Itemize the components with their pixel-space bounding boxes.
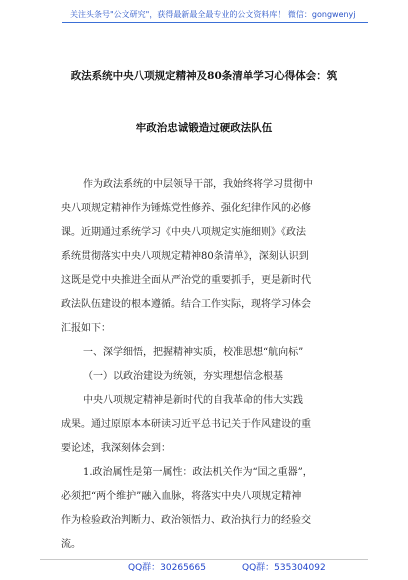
body-line-10: 要论述，我深刻体会到：	[61, 443, 171, 454]
section-heading-1: 一、深学细悟，把握精神实质，校准思想“航向标”	[83, 347, 304, 358]
document-title-line-2: 牢政治忠诚锻造过硬政法队伍	[135, 122, 273, 134]
body-line-12: 作为检验政治判断力、政治领悟力、政治执行力的经验交	[61, 515, 311, 526]
document-title-line-1: 政法系统中央八项规定精神及80条清单学习心得体会：筑	[70, 70, 338, 82]
footer	[0, 562, 408, 576]
body-line-9: 成果。通过原原本本研读习近平总书记关于作风建设的重	[61, 419, 311, 430]
footer-qq-group-1: QQ群：30265665	[128, 563, 206, 573]
subsection-heading-1: （一）以政治建设为统领，夯实理想信念根基	[83, 371, 283, 382]
numbered-point-1: 1.政治属性是第一属性：政法机关作为“国之重器”，	[83, 467, 313, 478]
body-line-8: 中央八项规定精神是新时代的自我革命的伟大实践	[83, 395, 303, 406]
body-line-13: 流。	[61, 539, 81, 550]
top-banner	[0, 6, 408, 24]
body-line-11: 必须把“两个维护”融入血脉，将落实中央八项规定精神	[61, 491, 302, 502]
footer-divider	[40, 559, 368, 560]
footer-qq-group-2: QQ群：535304092	[242, 563, 326, 573]
body-line-2: 央八项规定精神作为锤炼党性修养、强化纪律作风的必修	[61, 203, 311, 214]
body-line-4: 系统贯彻落实中央八项规定精神80条清单》，深刻认识到	[61, 251, 309, 262]
body-line-1: 作为政法系统的中层领导干部，我始终将学习贯彻中	[83, 179, 313, 190]
body-line-5: 这既是党中央推进全面从严治党的重要抓手，更是新时代	[61, 275, 311, 286]
body-line-6: 政法队伍建设的根本遵循。结合工作实际，现将学习体会	[61, 299, 311, 310]
body-line-7: 汇报如下：	[61, 323, 111, 334]
banner-divider	[62, 22, 368, 23]
banner-text: 关注头条号"公文研究"，获得最新最全最专业的公文资料库！ 微信：gongwenyj	[70, 10, 356, 19]
body-line-3: 课。近期通过系统学习《中央八项规定实施细则》《政法	[61, 227, 306, 238]
